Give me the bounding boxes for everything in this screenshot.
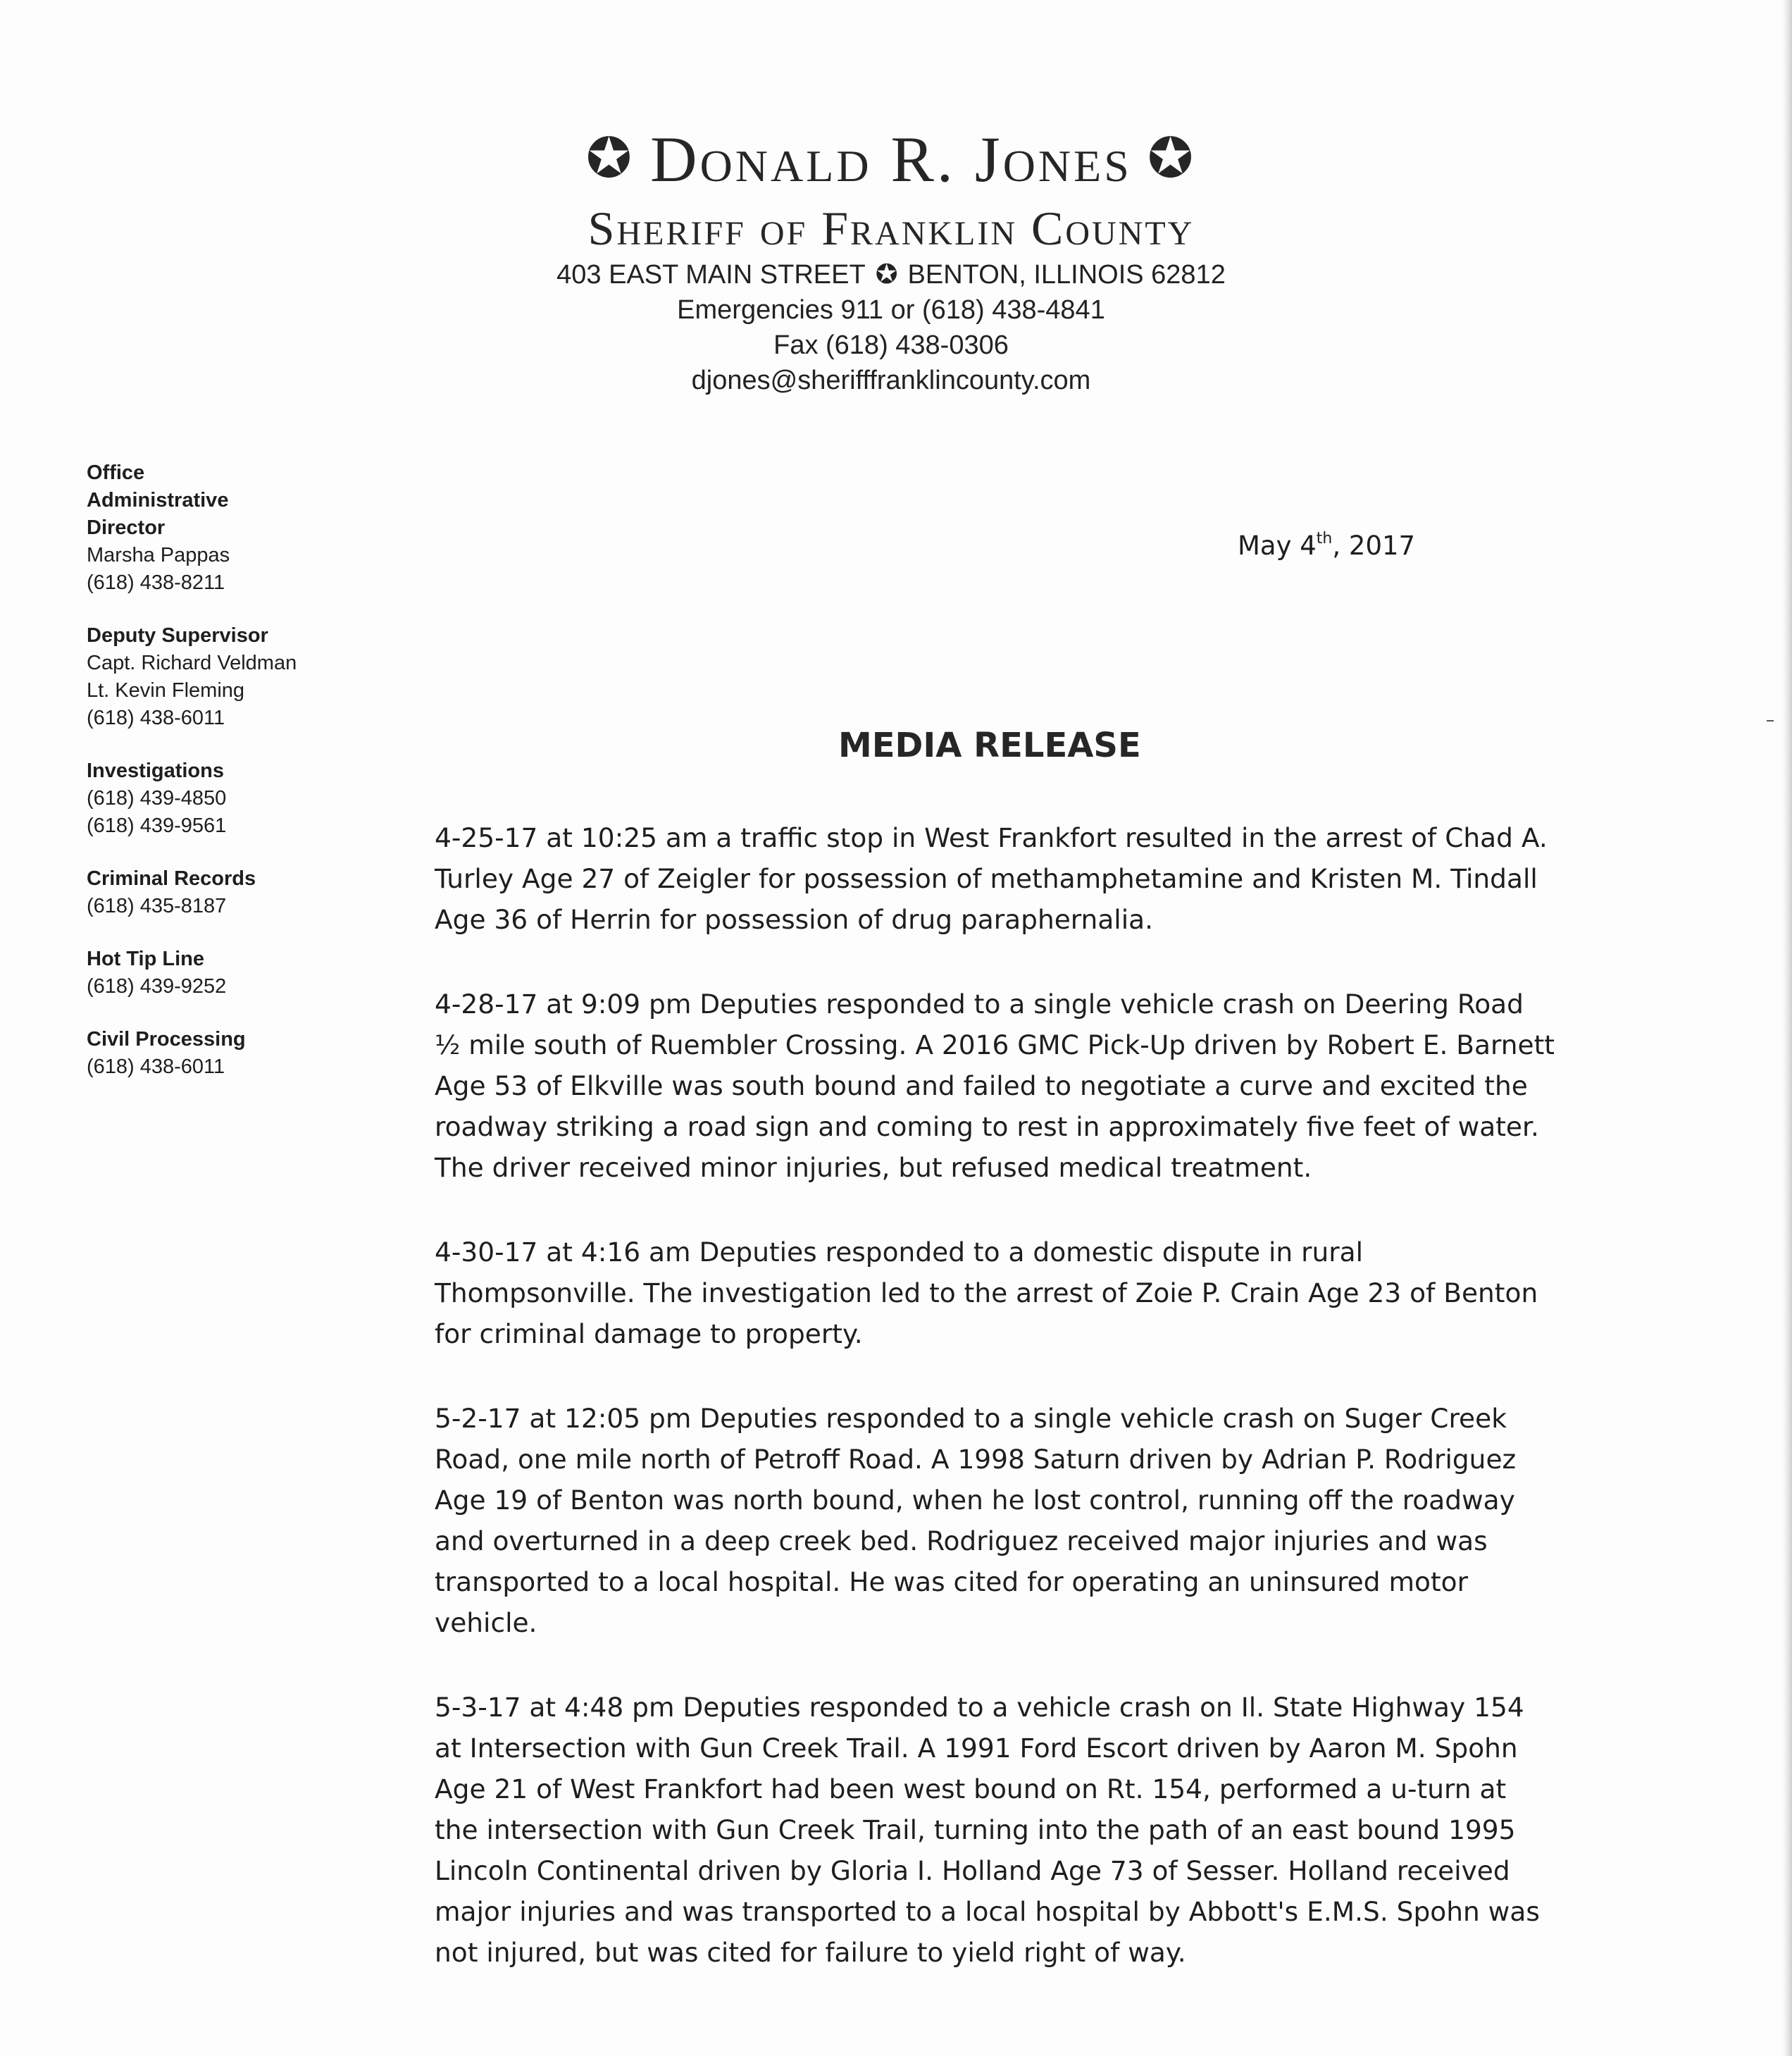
sidebar-group-hot-tip-line: [87, 946, 340, 1001]
sidebar-line: (618) 438-6011: [87, 1055, 225, 1078]
sidebar-group-admin-director: [87, 459, 340, 597]
sidebar-line: Marsha Pappas: [87, 544, 230, 566]
address-street: 403 EAST MAIN STREET: [556, 260, 866, 290]
release-date: [1238, 530, 1415, 561]
sheriff-title: Sheriff of Franklin County: [587, 202, 1195, 255]
sidebar-line: (618) 435-8187: [87, 895, 227, 917]
sidebar-heading: Director: [87, 516, 166, 539]
date-month-day: May 4: [1238, 531, 1317, 561]
sheriff-name-line: [0, 120, 1782, 198]
sidebar-group-criminal-records: [87, 865, 340, 920]
sidebar-line: (618) 439-9252: [87, 975, 227, 998]
incident-paragraph: 5-3-17 at 4:48 pm Deputies responded to a vehicle crash on Il. State Highway 154 at Intersection with Gun Creek Trail. A 1991 Ford Escort driven by Aaron M. Spohn Age 21 of West Frankfort had been west bound on Rt. 154, performed a u-turn at the intersection with Gun Creek Trail, turning into the path of an east bound 1995 Lincoln Continental driven by Gloria I. Holland Age 73 of Sesser. Holland received major injuries and was transported to a local hospital by Abbott's E.M.S. Spohn was not injured, but was cited for failure to yield right of way.: [435, 1692, 1540, 1968]
emergency-phone: Emergencies 911 or (618) 438-4841: [677, 295, 1105, 325]
sidebar-heading: Office: [87, 462, 145, 484]
fax-number: Fax (618) 438-0306: [773, 330, 1009, 360]
star-icon: ✪: [875, 260, 898, 290]
sidebar-heading: Criminal Records: [87, 867, 256, 890]
release-title: MEDIA RELEASE: [838, 726, 1141, 765]
release-body: [435, 817, 1555, 2017]
address-line: [0, 257, 1782, 292]
sidebar-line: Capt. Richard Veldman: [87, 652, 297, 674]
date-suffix: th: [1316, 530, 1333, 547]
sidebar-heading: Administrative: [87, 489, 229, 512]
sidebar-line: (618) 439-9561: [87, 815, 227, 837]
sidebar-line: (618) 438-6011: [87, 707, 225, 729]
incident-paragraph: 5-2-17 at 12:05 pm Deputies responded to a single vehicle crash on Suger Creek Road, one mile north of Petroff Road. A 1998 Saturn driven by Adrian P. Rodriguez Age 19 of Benton was north bound, when he lost control, running off the roadway and overturned in a deep creek bed. Rodriguez received major injuries and was transported to a local hospital. He was cited for operating an uninsured motor vehicle.: [435, 1403, 1517, 1638]
sidebar-line: (618) 438-8211: [87, 571, 225, 594]
page-edge: [1782, 0, 1792, 2056]
sidebar-group-deputy-supervisor: [87, 622, 340, 732]
date-year: , 2017: [1332, 531, 1416, 561]
letterhead: [0, 120, 1782, 398]
incident-paragraph: 4-25-17 at 10:25 am a traffic stop in West Frankfort resulted in the arrest of Chad A. Turley Age 27 of Zeigler for possession of methamphetamine and Kristen M. Tindall Age 36 of Herrin for possession of drug paraphernalia.: [435, 822, 1548, 935]
margin-mark: [1767, 720, 1774, 722]
sheriff-name: Donald R. Jones: [650, 123, 1132, 195]
sidebar-heading: Hot Tip Line: [87, 948, 205, 970]
address-city: BENTON, ILLINOIS 62812: [907, 260, 1226, 290]
sidebar-group-civil-processing: [87, 1026, 340, 1081]
star-icon: ✪: [1147, 128, 1197, 189]
sidebar-heading: Investigations: [87, 760, 224, 782]
incident-paragraph: 4-30-17 at 4:16 am Deputies responded to a domestic dispute in rural Thompsonville. The investigation led to the arrest of Zoie P. Crain Age 23 of Benton for criminal damage to property.: [435, 1237, 1538, 1349]
sidebar-group-investigations: [87, 757, 340, 840]
email-address: djones@sherifffranklincounty.com: [691, 366, 1091, 395]
incident-paragraph: 4-28-17 at 9:09 pm Deputies responded to a single vehicle crash on Deering Road ½ mile south of Ruembler Crossing. A 2016 GMC Pick-Up driven by Robert E. Barnett Age 53 of Elkville was south bound and failed to negotiate a curve and excited the roadway striking a road sign and coming to rest in approximately five feet of water. The driver received minor injuries, but refused medical treatment.: [435, 989, 1555, 1183]
contact-sidebar: [87, 459, 340, 1106]
sidebar-heading: Civil Processing: [87, 1028, 246, 1051]
star-icon: ✪: [585, 128, 635, 189]
sidebar-heading: Deputy Supervisor: [87, 624, 268, 647]
sidebar-line: Lt. Kevin Fleming: [87, 679, 245, 702]
sidebar-line: (618) 439-4850: [87, 787, 227, 810]
